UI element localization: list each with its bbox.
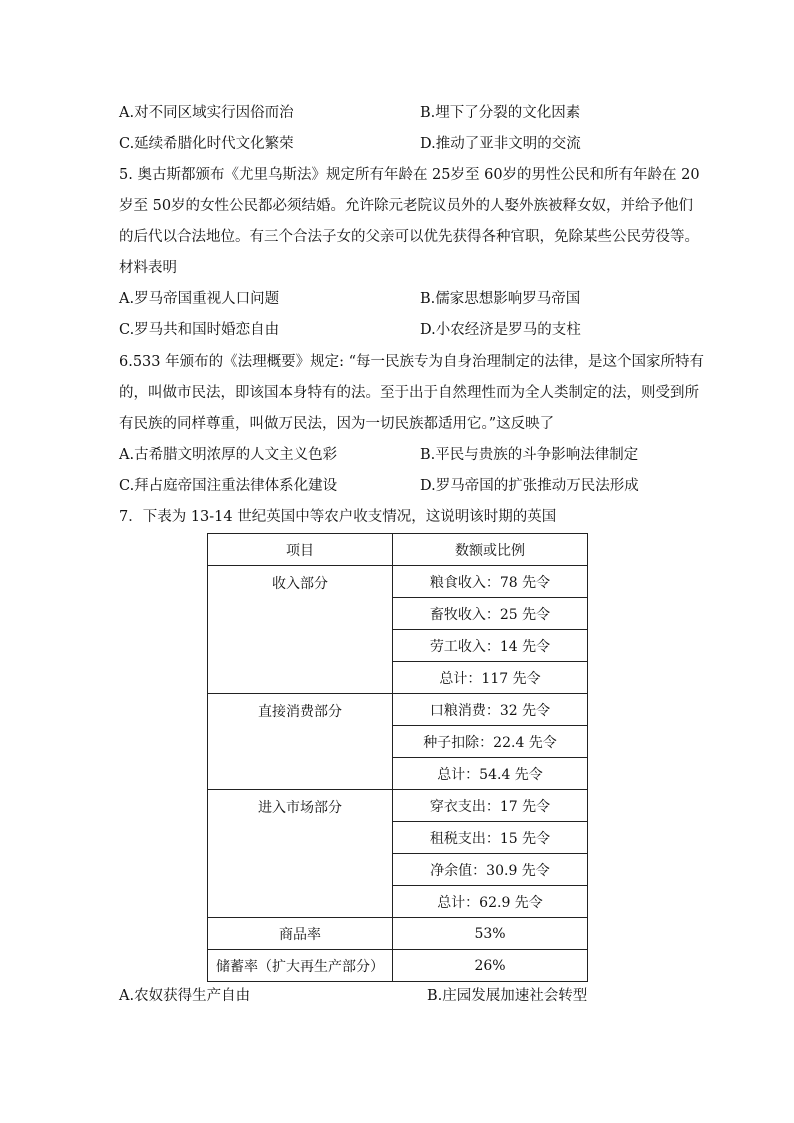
table-cell: 租税支出：15 先令 — [393, 822, 588, 854]
table-row — [208, 950, 588, 982]
q4-option-b: B.埋下了分裂的文化因素 — [420, 105, 581, 121]
q7-option-a: A.农奴获得生产自由 — [119, 988, 251, 1004]
q5-stem-line-3: 的后代以合法地位。有三个合法子女的父亲可以优先获得各种官职，免除某些公民劳役等。 — [119, 229, 699, 245]
q6-option-d: D.罗马帝国的扩张推动万民法形成 — [420, 478, 639, 494]
q6-stem-line-3: 有民族的同样尊重，叫做万民法，因为一切民族都适用它。”这反映了 — [119, 416, 555, 432]
income-expenditure-table — [207, 533, 588, 982]
q7-stem: 7．下表为 13-14 世纪英国中等农户收支情况，这说明该时期的英国 — [119, 509, 557, 525]
table-cell: 畜牧收入：25 先令 — [393, 598, 588, 630]
group-income-label: 收入部分 — [208, 566, 393, 694]
header-amount: 数额或比例 — [393, 534, 588, 566]
table-cell: 种子扣除：22.4 先令 — [393, 726, 588, 758]
group-market-label: 进入市场部分 — [208, 790, 393, 918]
table-row — [208, 918, 588, 950]
commodity-rate-value: 53% — [393, 918, 588, 950]
q5-option-a: A.罗马帝国重视人口问题 — [119, 291, 280, 307]
table-cell: 总计：54.4 先令 — [393, 758, 588, 790]
q5-option-d: D.小农经济是罗马的支柱 — [420, 322, 581, 338]
savings-rate-value: 26% — [393, 950, 588, 982]
q6-option-b: B.平民与贵族的斗争影响法律制定 — [420, 447, 639, 463]
q5-option-b: B.儒家思想影响罗马帝国 — [420, 291, 581, 307]
q6-option-a: A.古希腊文明浓厚的人文主义色彩 — [119, 447, 338, 463]
table-header-row — [208, 534, 588, 566]
q4-option-d: D.推动了亚非文明的交流 — [420, 136, 581, 152]
table-cell: 穿衣支出：17 先令 — [393, 790, 588, 822]
table-cell: 净余值：30.9 先令 — [393, 854, 588, 886]
header-item: 项目 — [208, 534, 393, 566]
q4-option-c: C.延续希腊化时代文化繁荣 — [119, 136, 294, 152]
q5-option-c: C.罗马共和国时婚恋自由 — [119, 322, 280, 338]
table-row — [208, 566, 588, 598]
savings-rate-label: 储蓄率（扩大再生产部分） — [208, 950, 393, 982]
table-row — [208, 694, 588, 726]
table-cell: 总计：117 先令 — [393, 662, 588, 694]
q5-stem-line-4: 材料表明 — [119, 260, 177, 276]
group-consumption-label: 直接消费部分 — [208, 694, 393, 790]
table-cell: 口粮消费：32 先令 — [393, 694, 588, 726]
table-cell: 粮食收入：78 先令 — [393, 566, 588, 598]
q7-option-b: B.庄园发展加速社会转型 — [427, 988, 588, 1004]
commodity-rate-label: 商品率 — [208, 918, 393, 950]
table-cell: 劳工收入：14 先令 — [393, 630, 588, 662]
table-cell: 总计：62.9 先令 — [393, 886, 588, 918]
q5-stem-line-2: 岁至 50岁的女性公民都必须结婚。允许除元老院议员外的人娶外族被释女奴，并给予他们 — [119, 198, 694, 214]
q6-stem-line-1: 6.533 年颁布的《法理概要》规定: “每一民族专为自身治理制定的法律，是这个国家所特有 — [119, 354, 705, 370]
q5-stem-line-1: 5. 奥古斯都颁布《尤里乌斯法》规定所有年龄在 25岁至 60岁的男性公民和所有年龄在 20 — [119, 167, 700, 183]
q6-stem-line-2: 的，叫做市民法，即该国本身特有的法。至于出于自然理性而为全人类制定的法，则受到所 — [119, 385, 699, 401]
q6-option-c: C.拜占庭帝国注重法律体系化建设 — [119, 478, 338, 494]
table-row — [208, 790, 588, 822]
q4-option-a: A.对不同区域实行因俗而治 — [119, 105, 294, 121]
